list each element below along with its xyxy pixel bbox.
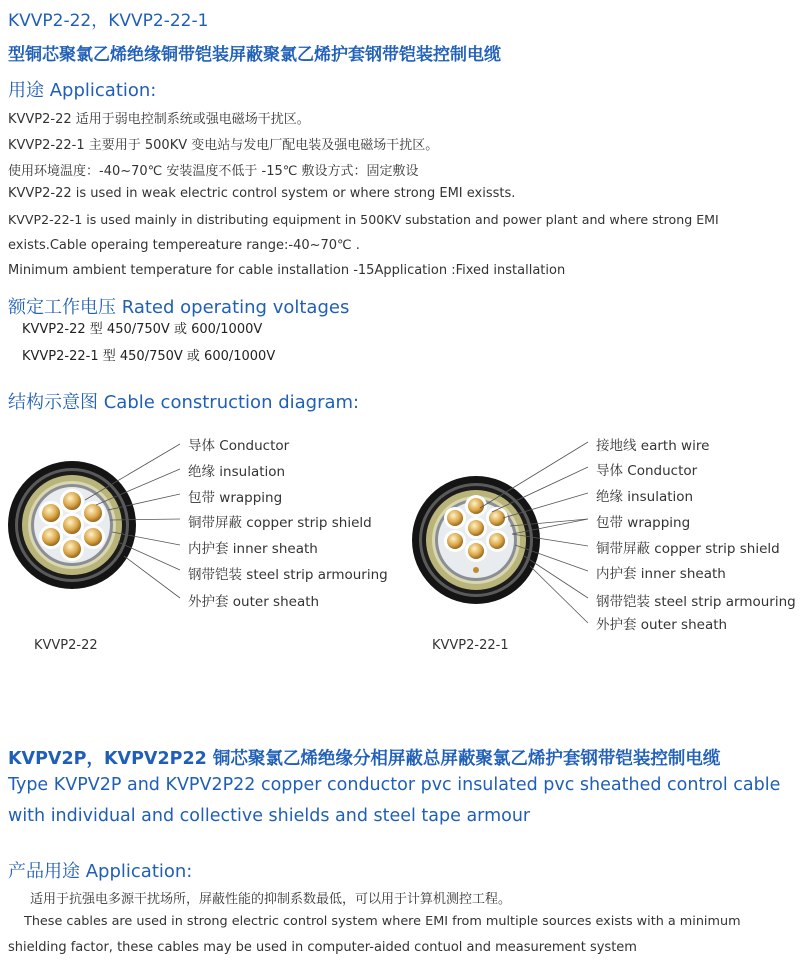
label-steel-strip-armouring: 钢带铠装 steel strip armouring: [188, 567, 388, 583]
section2-application-line: 适用于抗强电多源干扰场所，屏蔽性能的抑制系数最低，可以用于计算机测控工程。: [30, 892, 512, 907]
label-conductor: 导体 Conductor: [596, 463, 698, 479]
voltage-line: KVVP2-22 型 450/750V 或 600/1000V: [22, 322, 263, 337]
label-insulation: 绝缘 insulation: [188, 464, 286, 480]
product-subtitle: 型铜芯聚氯乙烯绝缘铜带铠装屏蔽聚氯乙烯护套钢带铠装控制电缆: [8, 45, 501, 65]
section2-application-heading: 产品用途 Application:: [8, 861, 193, 882]
label-inner-sheath: 内护套 inner sheath: [596, 566, 726, 582]
application-line: KVVP2-22 is used in weak electric control system or where strong EMI exissts.: [8, 186, 516, 201]
label-wrapping: 包带 wrapping: [596, 515, 691, 531]
application-line: KVVP2-22 适用于弱电控制系统或强电磁场干扰区。: [8, 112, 310, 127]
section2-title-cn: KVPV2P，KVPV2P22 铜芯聚氯乙烯绝缘分相屏蔽总屏蔽聚氯乙烯护套钢带铠装控制电缆: [8, 749, 721, 769]
application-heading: 用途 Application:: [8, 80, 157, 101]
label-copper-strip-shield: 铜带屏蔽 copper strip shield: [596, 541, 780, 557]
application-line: KVVP2-22-1 主要用于 500KV 变电站与发电厂配电装及强电磁场干扰区。: [8, 138, 439, 153]
label-wrapping: 包带 wrapping: [188, 490, 283, 506]
application-line: exists.Cable operaing tempereature range:-40~70℃ .: [8, 238, 360, 253]
label-copper-strip-shield: 铜带屏蔽 copper strip shield: [188, 515, 372, 531]
cable-cross-section-left: [8, 444, 180, 598]
label-earth-wire: 接地线 earth wire: [596, 438, 710, 454]
caption-right: KVVP2-22-1: [432, 638, 509, 653]
cable-cross-section-right: [412, 442, 588, 623]
voltage-line: KVVP2-22-1 型 450/750V 或 600/1000V: [22, 349, 276, 364]
label-inner-sheath: 内护套 inner sheath: [188, 541, 318, 557]
section2-application-line: These cables are used in strong electric control system where EMI from multiple sources exists with a minimum: [24, 914, 741, 929]
application-line: Minimum ambient temperature for cable installation -15Application :Fixed installation: [8, 263, 566, 278]
application-line: KVVP2-22-1 is used mainly in distributing equipment in 500KV substation and power plant and where strong EMI: [8, 212, 719, 227]
section2-application-line: shielding factor, these cables may be used in computer-aided contuol and measurement system: [8, 940, 637, 955]
label-outer-sheath: 外护套 outer sheath: [596, 617, 728, 633]
label-steel-strip-armouring: 钢带铠装 steel strip armouring: [596, 594, 796, 610]
product-title: KVVP2-22，KVVP2-22-1: [8, 11, 209, 31]
label-outer-sheath: 外护套 outer sheath: [188, 594, 320, 610]
section2-title-en-1: Type KVPV2P and KVPV2P22 copper conductor pvc insulated pvc sheathed control cable: [8, 775, 781, 795]
section2-title-en-2: with individual and collective shields and steel tape armour: [8, 806, 531, 826]
label-insulation: 绝缘 insulation: [596, 489, 694, 505]
label-conductor: 导体 Conductor: [188, 438, 290, 454]
caption-left: KVVP2-22: [34, 638, 98, 653]
voltage-heading: 额定工作电压 Rated operating voltages: [8, 297, 350, 318]
diagram-heading: 结构示意图 Cable construction diagram:: [8, 392, 360, 413]
application-line: 使用环境温度：-40~70℃ 安装温度不低于 -15℃ 敷设方式：固定敷设: [8, 164, 419, 179]
